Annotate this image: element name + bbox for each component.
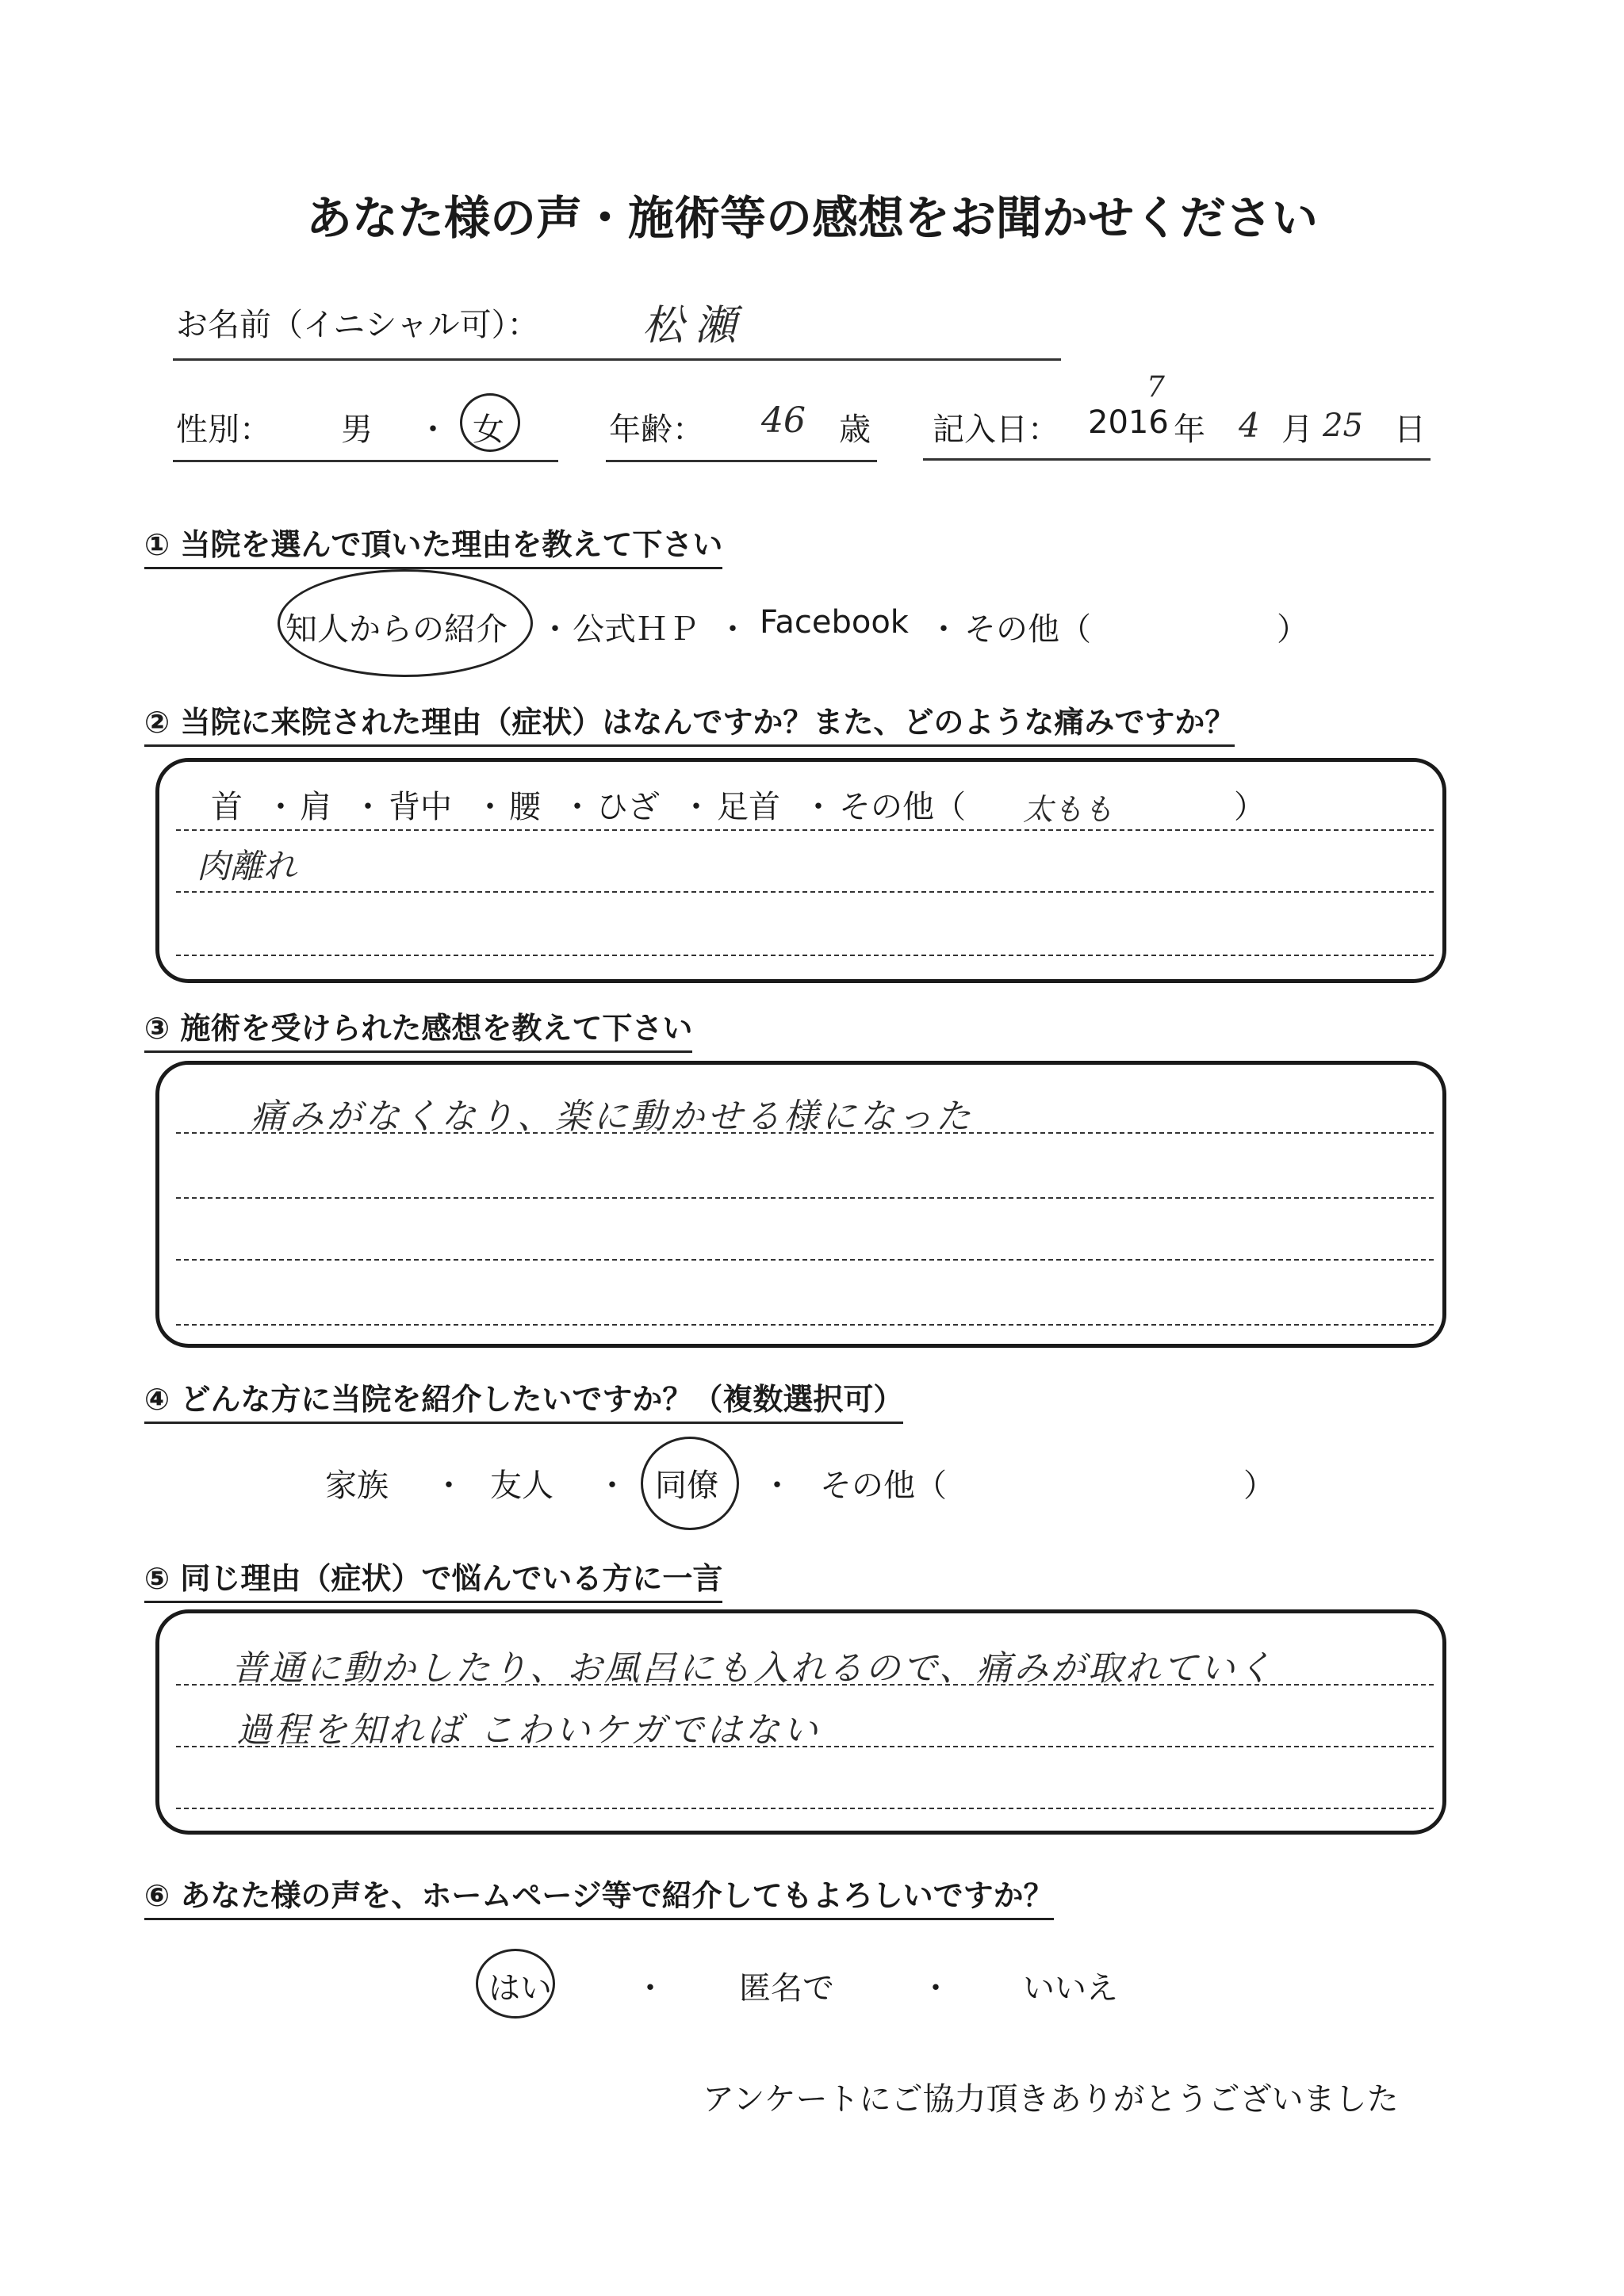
gender-female[interactable]: 女 bbox=[473, 411, 504, 448]
q4-selection-circle bbox=[641, 1437, 739, 1530]
q4-option-other[interactable]: その他（ bbox=[820, 1468, 947, 1504]
age-unit: 歳 bbox=[839, 411, 871, 448]
date-day[interactable]: 25 bbox=[1323, 408, 1363, 444]
q6-sep-1: ・ bbox=[634, 1970, 666, 2007]
date-underline bbox=[923, 458, 1431, 461]
q2-other-close: ） bbox=[1234, 789, 1266, 825]
form-title: あなた様の声・施術等の感想をお聞かせください bbox=[305, 191, 1318, 245]
q2-sep-2: ・ bbox=[352, 789, 384, 825]
q5-answer-line-2[interactable]: 過程を知れば こわいケガではない bbox=[236, 1710, 822, 1751]
q2-line-1 bbox=[176, 829, 1434, 831]
q5-heading: ⑤ 同じ理由（症状）で悩んでいる方に一言 bbox=[144, 1554, 722, 1603]
q3-line-2 bbox=[176, 1197, 1434, 1199]
q5-line-1 bbox=[176, 1684, 1434, 1686]
q3-line-3 bbox=[176, 1259, 1434, 1261]
q1-option-facebook[interactable]: Facebook bbox=[760, 604, 909, 641]
q1-selection-circle bbox=[278, 569, 533, 677]
gender-label: 性別： bbox=[176, 411, 271, 448]
q5-line-2 bbox=[176, 1746, 1434, 1747]
q1-option-other[interactable]: その他（ bbox=[964, 611, 1091, 648]
date-month[interactable]: 4 bbox=[1239, 406, 1260, 445]
q4-sep-1: ・ bbox=[433, 1468, 465, 1504]
footer-thanks: アンケートにご協力頂きありがとうございました bbox=[703, 2081, 1399, 2118]
age-label: 年齢： bbox=[609, 411, 704, 448]
q2-sep-4: ・ bbox=[561, 789, 593, 825]
q1-sep-3: ・ bbox=[928, 611, 959, 648]
q6-heading: ⑥ あなた様の声を、ホームページ等で紹介してもよろしいですか？ bbox=[144, 1871, 1054, 1920]
q4-option-family[interactable]: 家族 bbox=[325, 1468, 389, 1504]
q3-heading: ③ 施術を受けられた感想を教えて下さい bbox=[144, 1004, 692, 1053]
q2-answer-text[interactable]: 肉離れ bbox=[197, 847, 297, 886]
q4-sep-3: ・ bbox=[761, 1468, 793, 1504]
date-year-correction: 7 bbox=[1147, 371, 1165, 404]
q2-option-back[interactable]: 背中 bbox=[389, 789, 452, 825]
name-label: お名前（イニシャル可）： bbox=[176, 307, 539, 343]
age-value[interactable]: 46 bbox=[761, 400, 806, 441]
q6-option-no[interactable]: いいえ bbox=[1023, 1970, 1118, 2007]
name-value[interactable]: 松瀬 bbox=[642, 302, 748, 350]
date-year-unit: 年 bbox=[1174, 411, 1205, 448]
gender-sep: ・ bbox=[417, 411, 449, 448]
q1-heading: ① 当院を選んで頂いた理由を教えて下さい bbox=[144, 520, 722, 569]
q2-line-2 bbox=[176, 891, 1434, 893]
q3-line-1 bbox=[176, 1132, 1434, 1134]
date-year[interactable]: 2016 bbox=[1088, 404, 1169, 441]
q2-option-shoulder[interactable]: 肩 bbox=[300, 789, 331, 825]
gender-selection-circle bbox=[460, 393, 520, 452]
q2-option-waist[interactable]: 腰 bbox=[509, 789, 541, 825]
q5-line-3 bbox=[176, 1808, 1434, 1809]
q6-selection-circle bbox=[476, 1949, 555, 2019]
q3-answer-text[interactable]: 痛みがなくなり、楽に動かせる様になった bbox=[251, 1096, 974, 1137]
q4-heading: ④ どんな方に当院を紹介したいですか？（複数選択可） bbox=[144, 1375, 903, 1424]
date-label: 記入日： bbox=[933, 411, 1059, 448]
date-day-unit: 日 bbox=[1394, 411, 1426, 448]
q6-option-yes[interactable]: はい bbox=[488, 1970, 552, 2007]
q4-option-friend[interactable]: 友人 bbox=[490, 1468, 553, 1504]
name-underline bbox=[173, 358, 1061, 361]
q4-option-colleague[interactable]: 同僚 bbox=[655, 1468, 718, 1504]
q2-sep-5: ・ bbox=[680, 789, 712, 825]
date-month-unit: 月 bbox=[1281, 411, 1313, 448]
q2-option-other[interactable]: その他（ bbox=[839, 789, 966, 825]
q2-option-neck[interactable]: 首 bbox=[211, 789, 243, 825]
q2-option-knee[interactable]: ひざ bbox=[596, 789, 660, 825]
q2-sep-6: ・ bbox=[802, 789, 834, 825]
q1-other-close: ） bbox=[1277, 611, 1308, 648]
q6-sep-2: ・ bbox=[920, 1970, 952, 2007]
q4-sep-2: ・ bbox=[596, 1468, 628, 1504]
q2-sep-3: ・ bbox=[474, 789, 506, 825]
gender-male[interactable]: 男 bbox=[341, 411, 373, 448]
q3-line-4 bbox=[176, 1324, 1434, 1326]
q2-sep-1: ・ bbox=[265, 789, 297, 825]
q4-other-close: ） bbox=[1243, 1468, 1275, 1504]
age-underline bbox=[606, 460, 877, 462]
q2-other-text[interactable]: 太もも bbox=[1023, 792, 1114, 827]
q1-option-referral[interactable]: 知人からの紹介 bbox=[285, 611, 508, 648]
q2-line-3 bbox=[176, 955, 1434, 956]
q2-option-ankle[interactable]: 足首 bbox=[717, 789, 780, 825]
q5-answer-line-1[interactable]: 普通に動かしたり、お風呂にも入れるので、痛みが取れていく bbox=[232, 1648, 1275, 1689]
gender-underline bbox=[173, 460, 558, 462]
q1-sep-1: ・ bbox=[539, 611, 571, 648]
q2-heading: ② 当院に来院された理由（症状）はなんですか？また、どのような痛みですか？ bbox=[144, 698, 1235, 747]
q6-option-anonymous[interactable]: 匿名で bbox=[739, 1970, 834, 2007]
q1-option-website[interactable]: 公式ＨＰ bbox=[573, 611, 699, 648]
q1-sep-2: ・ bbox=[717, 611, 749, 648]
